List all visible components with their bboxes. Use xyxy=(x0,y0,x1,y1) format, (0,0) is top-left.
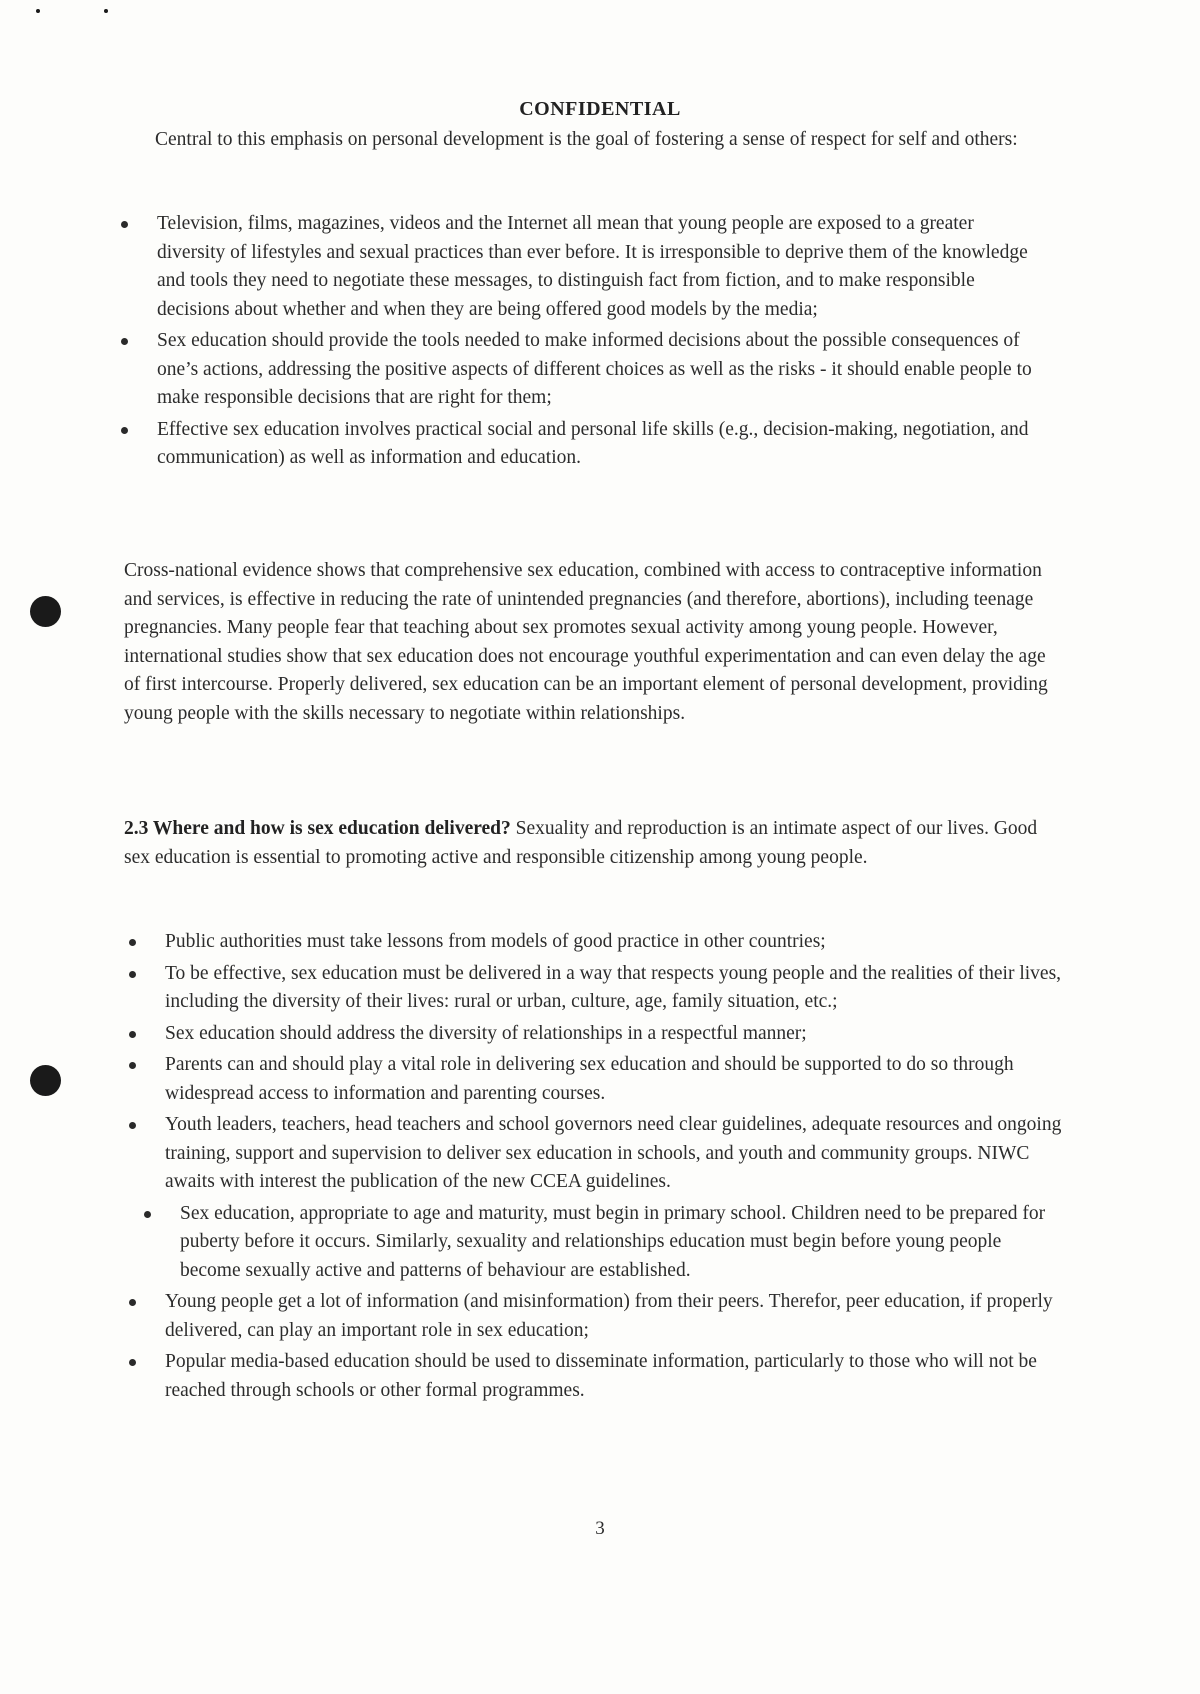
bullet-icon xyxy=(129,1359,136,1366)
list-item-text: Popular media-based education should be used to disseminate information, particularly to those who will not be reached through schools or other formal programmes. xyxy=(165,1351,1037,1401)
bullet-icon xyxy=(129,1062,136,1069)
bullet-list-delivery xyxy=(165,928,1065,1408)
section-text: Sexuality and reproduction is an intimate aspect of our lives. Good sex education is essential to promoting active and responsible citizenship among young people. xyxy=(124,818,1038,868)
list-item xyxy=(180,1200,1065,1286)
list-item xyxy=(157,210,1037,324)
bullet-icon xyxy=(129,1031,136,1038)
list-item xyxy=(165,1288,1065,1345)
list-item-text: Effective sex education involves practical social and personal life skills (e.g., decision-making, negotiation, and communication) as well as information and education. xyxy=(157,418,1029,468)
scan-speck xyxy=(104,9,108,13)
list-item-text: Sex education should address the diversity of relationships in a respectful manner; xyxy=(165,1022,807,1044)
bullet-icon xyxy=(121,221,128,228)
bullet-icon xyxy=(129,939,136,946)
bullet-icon xyxy=(129,1122,136,1129)
punch-hole-mark xyxy=(30,596,61,627)
list-item-text: To be effective, sex education must be delivered in a way that respects young people and the realities of their lives, including the diversity of their lives: rural or urban, culture, age, family situation, etc.; xyxy=(165,962,1062,1012)
bullet-icon xyxy=(121,427,128,434)
list-item-text: Public authorities must take lessons from models of good practice in other countries; xyxy=(165,931,826,952)
section-paragraph xyxy=(124,815,1054,872)
section-heading: 2.3 Where and how is sex education delivered? xyxy=(124,818,511,839)
list-item-text: Young people get a lot of information (and misinformation) from their peers. Therefor, peer education, if properly delivered, can play an important role in sex education; xyxy=(165,1291,1053,1341)
bullet-icon xyxy=(121,338,128,345)
list-item xyxy=(165,1020,1065,1049)
list-item xyxy=(157,327,1037,413)
list-item-text: Parents can and should play a vital role in delivering sex education and should be supported to do so through widespread access to information and parenting courses. xyxy=(165,1054,1014,1104)
scan-speck xyxy=(36,9,40,13)
list-item-text: Youth leaders, teachers, head teachers and school governors need clear guidelines, adequate resources and ongoing training, support and supervision to deliver sex education in schools, and youth and community groups. NIWC awaits with interest the publication of the new CCEA guidelines. xyxy=(165,1114,1062,1192)
page-number: 3 xyxy=(595,1518,605,1539)
list-item xyxy=(165,1111,1065,1197)
bullet-icon xyxy=(144,1211,151,1218)
list-item-text: Television, films, magazines, videos and the Internet all mean that young people are exposed to a greater diversity of lifestyles and sexual practices than ever before. It is irresponsible to deprive them of the knowledge and tools they need to negotiate these messages, to distinguish fact from fiction, and to make responsible decisions about whether and when they are being offered good models by the media; xyxy=(157,213,1028,320)
evidence-paragraph: Cross-national evidence shows that comprehensive sex education, combined with access to contraceptive information and services, is effective in reducing the rate of unintended pregnancies (and therefore, abortions), including teenage pregnancies. Many people fear that teaching about sex promotes sexual activity among young people. However, international studies show that sex education does not encourage youthful experimentation and can even delay the age of first intercourse. Properly delivered, sex education can be an important element of personal development, providing young people with the skills necessary to negotiate within relationships. xyxy=(124,560,1048,724)
list-item xyxy=(165,1051,1065,1108)
punch-hole-mark xyxy=(30,1065,61,1096)
list-item xyxy=(157,416,1037,473)
bullet-list-respect xyxy=(157,210,1037,476)
list-item-text: Sex education, appropriate to age and maturity, must begin in primary school. Children need to be prepared for puberty before it occurs. Similarly, sexuality and relationships education must begin before young people become sexually active and patterns of behaviour are established. xyxy=(180,1202,1046,1281)
list-item xyxy=(165,960,1065,1017)
intro-paragraph: Central to this emphasis on personal development is the goal of fostering a sense of respect for self and others: xyxy=(155,129,1018,150)
list-item-text: Sex education should provide the tools needed to make informed decisions about the possible consequences of one’s actions, addressing the positive aspects of different choices as well as the risks - it should enable people to make responsible decisions that are right for them; xyxy=(157,330,1032,408)
list-item xyxy=(165,928,1065,957)
bullet-icon xyxy=(129,1299,136,1306)
page-header: CONFIDENTIAL xyxy=(519,98,681,120)
list-item xyxy=(165,1348,1065,1405)
bullet-icon xyxy=(129,971,136,978)
